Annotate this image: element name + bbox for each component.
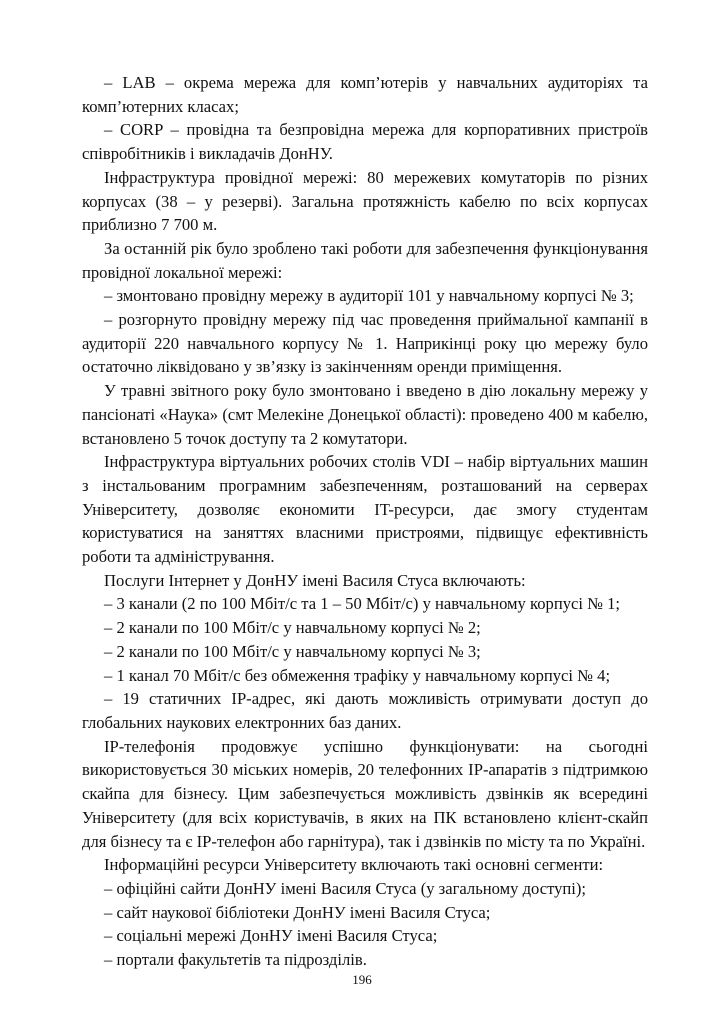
paragraph-nauka-network: У травні звітного року було змонтовано і введено в дію локальну мережу у пансіонаті «Наука» (смт Мелекіне Донецької області): проведено 400 м кабелю, встановлено 5 точок доступу та 2 комутатори.: [82, 381, 648, 448]
list-item-channel-building-4: – 1 канал 70 Мбіт/с без обмеження трафіку у навчальному корпусі № 4;: [104, 665, 611, 685]
paragraph-vdi: Інфраструктура віртуальних робочих столів VDI – набір віртуальних машин з інстальованим програмним забезпеченням, розташований на серверах Університету, дозволяє економити IT-ресурси, дає змогу студентам користуватися на заняттях власними пристроями, підвищує ефективність роботи та адміністрування.: [82, 452, 648, 567]
list-item-lab: – LAB – окрема мережа для комп’ютерів у навчальних аудиторіях та комп’ютерних класах;: [82, 73, 648, 116]
list-item-corp: – CORP – провідна та безпровідна мережа для корпоративних пристроїв співробітників і викладачів ДонНУ.: [82, 120, 648, 164]
list-item-library-site: – сайт наукової бібліотеки ДонНУ імені Василя Стуса;: [104, 902, 491, 922]
list-item-faculty-portals: – портали факультетів та підрозділів.: [104, 950, 367, 970]
list-item-official-sites: – офіційні сайти ДонНУ імені Василя Стуса (у загальному доступі);: [104, 878, 587, 898]
paragraph-works-intro: За останній рік було зроблено такі роботи для забезпечення функціонування провідної локальної мережі:: [82, 238, 648, 282]
body-text: [82, 71, 648, 972]
list-item-auditorium-101: – змонтовано провідну мережу в аудиторії 101 у навчальному корпусі № 3;: [104, 286, 634, 306]
paragraph-ip-telephony: IP-телефонія продовжує успішно функціонувати: на сьогодні використовується 30 міських номерів, 20 телефонних IP-апаратів з підтримкою скайпа для бізнесу. Цим забезпечується можливість дзвінків як всередині Університету (для всіх користувачів, в яких на ПК встановлено клієнт-скайп для бізнесу та є IP-телефон або гарнітура), так і дзвінків по місту та по Україні.: [82, 736, 648, 851]
list-item-social-networks: – соціальні мережі ДонНУ імені Василя Стуса;: [104, 926, 438, 946]
list-item-auditorium-220: – розгорнуто провідну мережу під час проведення приймальної кампанії в аудиторії 220 навчального корпусу № 1. Наприкінці року цю мережу було остаточно ліквідовано у зв’язку із закінченням оренди приміщення.: [82, 310, 648, 377]
list-item-channels-building-1: – 3 канали (2 по 100 Мбіт/с та 1 – 50 Мбіт/с) у навчальному корпусі № 1;: [104, 594, 621, 614]
list-item-static-ip: – 19 статичних IP-адрес, які дають можливість отримувати доступ до глобальних наукових електронних баз даних.: [82, 689, 648, 732]
page-number: 196: [352, 972, 372, 987]
list-item-channels-building-3: – 2 канали по 100 Мбіт/с у навчальному корпусі № 3;: [104, 641, 481, 661]
paragraph-wired-infrastructure: Інфраструктура провідної мережі: 80 мережевих комутаторів по різних корпусах (38 – у резерві). Загальна протяжність кабелю по всіх корпусах приблизно 7 700 м.: [82, 167, 648, 235]
paragraph-info-resources-intro: Інформаційні ресурси Університету включають такі основні сегменти:: [104, 855, 604, 875]
paragraph-internet-intro: Послуги Інтернет у ДонНУ імені Василя Стуса включають:: [104, 570, 526, 590]
list-item-channels-building-2: – 2 канали по 100 Мбіт/с у навчальному корпусі № 2;: [104, 618, 481, 638]
